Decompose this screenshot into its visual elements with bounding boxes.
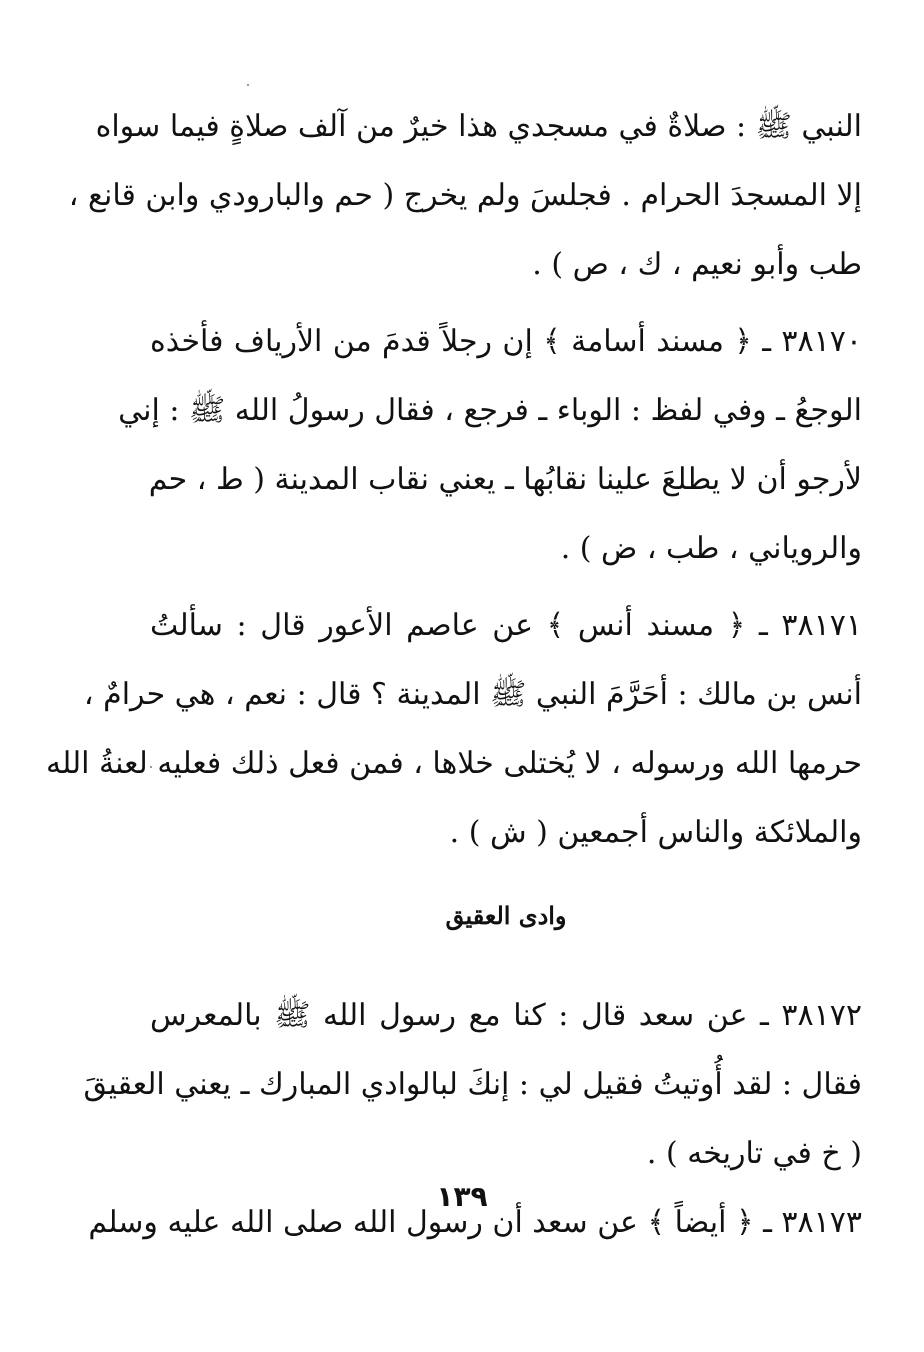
text-line: والملائكة والناس أجمعين ( ش ) . xyxy=(449,815,862,850)
text-line: النبي ﷺ : صلاةٌ في مسجدي هذا خيرٌ من آلف صلاةٍ فيما سواه xyxy=(95,109,862,144)
paragraph xyxy=(46,591,862,867)
text-line: طب وأبو نعيم ، ك ، ص ) . xyxy=(532,247,862,282)
scan-speck xyxy=(247,84,249,86)
text-line: ٣٨١٧٠ ـ ﴿ مسند أسامة ﴾ إن رجلاً قدمَ من الأرياف فأخذه xyxy=(150,324,862,359)
text-line: ٣٨١٧٢ ـ عن سعد قال : كنا مع رسول الله ﷺ بالمعرس xyxy=(150,998,862,1033)
text-line: فقال : لقد أُوتيتُ فقيل لي : إنكَ لبالوادي المبارك ـ يعني العقيقَ xyxy=(83,1067,862,1102)
text-line: ٣٨١٧٣ ـ ﴿ أيضاً ﴾ عن سعد أن رسول الله صلى الله عليه وسلم xyxy=(88,1205,862,1240)
text-line: والروياني ، طب ، ض ) . xyxy=(560,531,862,566)
page-number: ١٣٩ xyxy=(436,1180,488,1213)
text-line: لأرجو أن لا يطلعَ علينا نقابُها ـ يعني نقاب المدينة ( ط ، حم xyxy=(148,462,862,497)
text-line: ٣٨١٧١ ـ ﴿ مسند أنس ﴾ عن عاصم الأعور قال : سألتُ xyxy=(150,608,862,643)
text-line: ( خ في تاريخه ) . xyxy=(646,1136,862,1171)
text-line: حرمها الله ورسوله ، لا يُختلى خلاها ، فمن فعل ذلك فعليه لعنةُ الله xyxy=(46,746,862,781)
paragraph xyxy=(83,981,862,1188)
paragraph xyxy=(118,307,862,583)
section-heading: وادى العقيق xyxy=(445,901,567,930)
page-body xyxy=(46,92,862,1257)
text-line: أنس بن مالك : أحَرَّمَ النبي ﷺ المدينة ؟ قال : نعم ، هي حرامٌ ، xyxy=(83,677,862,712)
text-line: الوجعُ ـ وفي لفظ : الوباء ـ فرجع ، فقال رسولُ الله ﷺ : إني xyxy=(118,393,862,428)
paragraph xyxy=(68,92,862,299)
text-line: إلا المسجدَ الحرام . فجلسَ ولم يخرج ( حم والبارودي وابن قانع ، xyxy=(68,178,862,213)
